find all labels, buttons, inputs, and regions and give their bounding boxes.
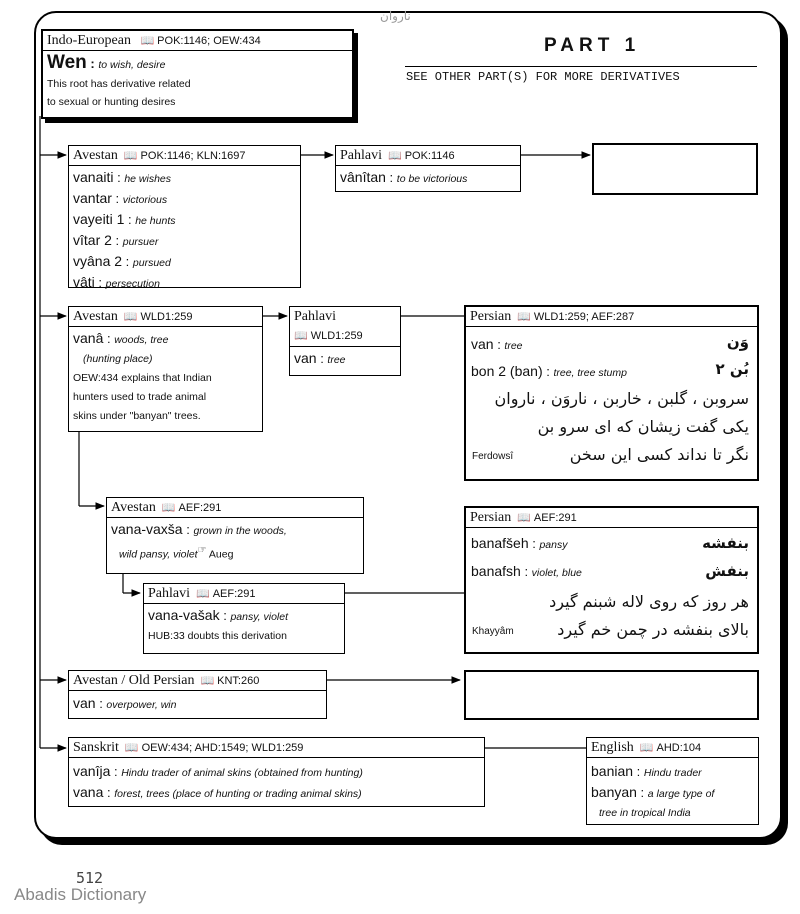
entry-word: vâti [73, 274, 95, 290]
pahlavi3-refs: AEF:291 [212, 588, 256, 600]
book-icon: 📖 [200, 675, 215, 687]
persian-word: وَن [726, 333, 749, 351]
entry-gloss: pursuer [122, 236, 159, 248]
see-reference: Aueg [208, 548, 234, 561]
entry-word: vayeiti 1 [73, 211, 125, 227]
entry-word: bon 2 (ban) [471, 363, 543, 379]
entry-gloss: overpower, win [106, 699, 177, 711]
poem-line: نگر تا نداند کسی این سخن [569, 445, 749, 464]
part-subtitle: SEE OTHER PART(S) FOR MORE DERIVATIVES [406, 70, 680, 84]
entry-word: van [73, 695, 96, 711]
book-icon: 📖 [161, 502, 176, 514]
entry-gloss: persecution [105, 278, 160, 290]
avestan4-refs: KNT:260 [217, 675, 260, 687]
entry-gloss: pansy [539, 539, 568, 551]
poet-name: Khayyâm [472, 626, 514, 637]
entry-gloss: pansy, violet [230, 611, 289, 623]
root-note-2: to sexual or hunting desires [47, 96, 176, 108]
entry-gloss: tree [504, 340, 523, 352]
entry-word: banyan [591, 784, 637, 800]
avestan-box-3: Avestan 📖 AEF:291 vana-vaxša : grown in the woods, wild pansy, violet☞ Aueg [106, 497, 364, 574]
avestan3-lang: Avestan [111, 500, 156, 515]
entry-gloss: violet, blue [531, 567, 582, 579]
entry-word: van [471, 336, 494, 352]
site-name: Abadis Dictionary [14, 885, 147, 904]
empty-box-1 [592, 143, 758, 195]
persian1-refs: WLD1:259; AEF:287 [533, 311, 635, 323]
root-lang: Indo-European [47, 33, 131, 48]
avestan-box-4: Avestan / Old Persian 📖 KNT:260 van : overpower, win [68, 670, 327, 719]
entry-gloss: forest, trees (place of hunting or trading animal skins) [114, 788, 362, 800]
page-number: 512 [76, 869, 104, 887]
book-icon: 📖 [517, 311, 531, 323]
pahlavi1-refs: POK:1146 [404, 150, 455, 162]
entry-word: vânîtan [340, 169, 386, 185]
book-icon: 📖 [140, 35, 155, 47]
english-refs: AHD:104 [656, 742, 702, 754]
part-title: PART 1 [544, 35, 641, 56]
entry-gloss: Hindu trader [643, 767, 702, 779]
pahlavi2-lang: Pahlavi [294, 309, 336, 324]
entry-word: vantar [73, 190, 112, 206]
entry-word: vanâ [73, 330, 104, 346]
avestan2-note-2: hunters used to trade animal [73, 391, 207, 403]
root-box: Indo-European 📖 POK:1146; OEW:434 Wen : to wish, desire This root has derivative related to sexual or hunting desires [41, 29, 354, 119]
entry-word: vana-vašak [148, 607, 220, 623]
poem-line: هر روز که روی لاله شبنم گیرد [549, 592, 749, 611]
root-refs: POK:1146; OEW:434 [157, 35, 261, 47]
pahlavi3-lang: Pahlavi [148, 586, 190, 601]
persian-box-1: Persian 📖 WLD1:259; AEF:287 van : tree وَن bon 2 (ban) : tree, tree stump بُن ۲ سروبن ، گلبن ، خاربن ، ناروَن ، ناروان یکی گفت زیشان که ای سرو بن نگر تا نداند کسی این سخن Ferdowsî [464, 305, 759, 481]
english-box: English 📖 AHD:104 banian : Hindu trader banyan : a large type of tree in tropical India [586, 737, 759, 825]
entry-gloss: he hunts [135, 215, 176, 227]
entry-gloss-2: tree in tropical India [599, 807, 691, 819]
pahlavi-box-1: Pahlavi 📖 POK:1146 vânîtan : to be victorious [335, 145, 521, 192]
entry-gloss: to be victorious [396, 173, 468, 185]
empty-box-2 [464, 670, 759, 720]
entry-gloss-2: (hunting place) [83, 353, 153, 365]
pahlavi3-note: HUB:33 doubts this derivation [148, 630, 287, 642]
persian-box-2: Persian 📖 AEF:291 banafšeh : pansy بنفشه banafsh : violet, blue بنفش هر روز که روی لاله شبنم گیرد بالای بنفشه در چمن خم گیرد Khayyâm [464, 506, 759, 654]
poem-line: بالای بنفشه در چمن خم گیرد [557, 620, 749, 639]
poet-name: Ferdowsî [472, 451, 514, 462]
entry-gloss: grown in the woods, [193, 525, 287, 537]
persian-word: بُن ۲ [715, 360, 749, 378]
root-header [43, 31, 352, 51]
avestan2-refs: WLD1:259 [140, 311, 193, 323]
watermark-text: ناروان [380, 9, 411, 23]
entry-word: vanîja [73, 763, 111, 779]
persian-word: بنفش [705, 562, 749, 580]
pointing-hand-icon: ☞ [197, 545, 207, 556]
pahlavi-box-3: Pahlavi 📖 AEF:291 vana-vašak : pansy, violet HUB:33 doubts this derivation [143, 583, 345, 654]
pahlavi-box-2: Pahlavi 📖 WLD1:259 van : tree [289, 306, 401, 376]
root-note-1: This root has derivative related [47, 78, 191, 90]
avestan2-lang: Avestan [73, 309, 118, 324]
book-icon: 📖 [639, 742, 654, 754]
avestan1-lang: Avestan [73, 148, 118, 163]
entry-word: banian [591, 763, 634, 779]
entry-word: vîtar 2 [73, 232, 112, 248]
avestan3-refs: AEF:291 [178, 502, 222, 514]
entry-gloss: victorious [122, 194, 168, 206]
entry-word: vana-vaxša [111, 521, 183, 537]
avestan2-note-3: skins under "banyan" trees. [73, 410, 201, 422]
entry-gloss: he wishes [124, 173, 172, 185]
entry-gloss: woods, tree [114, 334, 169, 346]
entry-word: van [294, 350, 317, 366]
entry-gloss: a large type of [647, 788, 715, 800]
book-icon: 📖 [517, 512, 531, 524]
avestan-box-1: Avestan 📖 POK:1146; KLN:1697 vanaiti : he wishes vantar : victorious vayeiti 1 : he hunts vîtar 2 : pursuer vyâna 2 : pursued vâti : persecution [68, 145, 301, 288]
entry-word: vana [73, 784, 104, 800]
persian2-refs: AEF:291 [533, 512, 577, 524]
entry-gloss-2: wild pansy, violet [119, 548, 198, 561]
poem-line: یکی گفت زیشان که ای سرو بن [537, 417, 749, 436]
book-icon: 📖 [196, 588, 210, 600]
book-icon: 📖 [124, 742, 139, 754]
persian2-lang: Persian [470, 510, 512, 525]
book-icon: 📖 [388, 150, 402, 162]
entry-word: banafsh [471, 563, 521, 579]
sanskrit-refs: OEW:434; AHD:1549; WLD1:259 [141, 742, 304, 754]
entry-word: vyâna 2 [73, 253, 123, 269]
pahlavi1-lang: Pahlavi [340, 148, 382, 163]
entry-gloss: tree [327, 354, 346, 366]
root-word: Wen [47, 52, 87, 73]
book-icon: 📖 [123, 150, 138, 162]
avestan4-lang: Avestan / Old Persian [73, 673, 195, 688]
poem-line: سروبن ، گلبن ، خاربن ، ناروَن ، ناروان [494, 389, 749, 408]
entry-word: banafšeh [471, 535, 529, 551]
avestan-box-2: Avestan 📖 WLD1:259 vanâ : woods, tree (hunting place) OEW:434 explains that Indian hunters used to trade animal skins under "banyan" trees. [68, 306, 263, 432]
persian1-lang: Persian [470, 309, 512, 324]
avestan2-note-1: OEW:434 explains that Indian [73, 372, 212, 384]
persian-word: بنفشه [702, 534, 749, 552]
entry-gloss: tree, tree stump [553, 367, 627, 379]
root-gloss: to wish, desire [98, 59, 166, 71]
avestan1-refs: POK:1146; KLN:1697 [140, 150, 246, 162]
sanskrit-lang: Sanskrit [73, 740, 119, 755]
entry-word: vanaiti [73, 169, 114, 185]
sanskrit-box: Sanskrit 📖 OEW:434; AHD:1549; WLD1:259 vanîja : Hindu trader of animal skins (obtained from hunting) vana : forest, trees (place of hunting or trading animal skins) [68, 737, 485, 807]
book-icon: 📖 [294, 330, 308, 342]
entry-gloss: pursued [132, 257, 171, 269]
pahlavi2-refs: WLD1:259 [310, 330, 363, 342]
entry-gloss: Hindu trader of animal skins (obtained from hunting) [121, 767, 363, 779]
book-icon: 📖 [123, 311, 138, 323]
english-lang: English [591, 740, 634, 755]
